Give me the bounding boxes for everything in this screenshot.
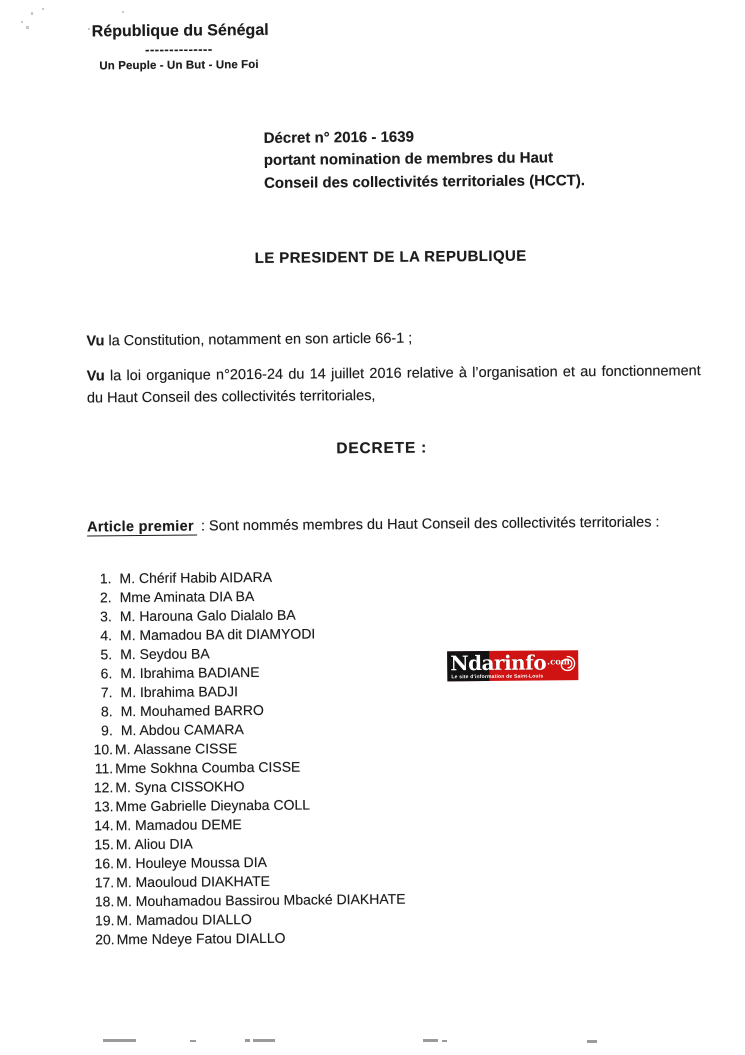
member-row — [94, 928, 406, 950]
article-body: Sont nommés membres du Haut Conseil des collectivités territoriales : — [208, 513, 660, 534]
decree-subject-line1: portant nomination de membres du Haut — [263, 149, 554, 170]
member-number: 1. — [99, 570, 112, 587]
scan-artifact — [103, 1039, 136, 1042]
member-name: M. Mamadou BA dit DIAMYODI — [119, 625, 316, 644]
scan-artifact — [245, 1039, 250, 1042]
member-number: 5. — [100, 646, 113, 663]
scan-artifact — [122, 11, 124, 13]
scan-artifact — [423, 1039, 438, 1042]
member-number: 9. — [101, 722, 113, 739]
ndarinfo-watermark — [447, 650, 578, 681]
member-number: 17. — [94, 874, 115, 891]
country-name: République du Sénégal — [91, 21, 269, 41]
member-name: M. Seydou BA — [120, 645, 210, 663]
brand-part2: info — [503, 650, 547, 675]
visa-keyword: Vu — [86, 332, 105, 349]
letterhead-divider: -------------- — [145, 41, 213, 57]
member-number: 19. — [94, 912, 115, 929]
member-number: 13. — [93, 798, 114, 815]
decree-number: Décret n° 2016 - 1639 — [263, 128, 415, 147]
member-number: 11. — [94, 760, 114, 777]
member-number: 20. — [95, 931, 115, 948]
visa-keyword: Vu — [86, 367, 105, 384]
scan-artifact — [42, 8, 44, 10]
member-name: M. Alassane CISSE — [114, 740, 238, 758]
scan-artifact — [587, 1040, 597, 1043]
member-name: Mme Gabrielle Dieynaba COLL — [115, 796, 311, 815]
member-name: M. Ibrahima BADIANE — [120, 663, 260, 682]
member-number: 15. — [94, 836, 114, 853]
member-number: 4. — [100, 627, 113, 644]
member-name: M. Ibrahima BADJI — [120, 683, 239, 701]
member-name: Mme Sokhna Coumba CISSE — [115, 758, 301, 777]
member-number: 2. — [99, 589, 112, 606]
member-name: Mme Ndeye Fatou DIALLO — [116, 929, 286, 948]
member-name: M. Mamadou DIALLO — [116, 911, 252, 929]
member-number: 12. — [93, 779, 114, 796]
ndarinfo-brand — [450, 649, 570, 676]
visa-text: la loi organique n°2016-24 du 14 juillet 2016 relative à l’organisation et au fonctionnement du Haut Conseil des collectivités territoriales, — [86, 362, 701, 406]
spiral-swoosh-icon — [556, 654, 577, 675]
ndarinfo-tagline: Le site d'information de Saint-Louis — [451, 673, 544, 681]
visa-text: la Constitution, notamment en son article 66-1 ; — [104, 330, 413, 349]
scan-artifact — [26, 26, 29, 29]
brand-part1: Ndar — [450, 650, 505, 676]
article-label: Article premier — [87, 518, 197, 536]
member-name: M. Aliou DIA — [115, 835, 193, 853]
member-name: M. Chérif Habib AIDARA — [119, 568, 273, 587]
decree-subject-line2: Conseil des collectivités territoriales (HCCT). — [263, 171, 586, 192]
brand-tld: .com — [547, 657, 570, 668]
scan-artifact — [21, 21, 23, 23]
national-motto: Un Peuple - Un But - Une Foi — [99, 58, 259, 73]
member-name: M. Maouloud DIAKHATE — [116, 872, 271, 891]
visa-constitution — [86, 326, 586, 352]
article-colon: : — [196, 517, 210, 535]
member-name: M. Houleye Moussa DIA — [115, 853, 268, 872]
member-number: 6. — [100, 665, 113, 682]
scan-artifact — [253, 1039, 275, 1042]
member-name: M. Mamadou DEME — [115, 816, 242, 834]
member-name: M. Mouhamadou Bassirou Mbacké DIAKHATE — [116, 890, 406, 910]
letterhead — [91, 21, 269, 73]
members-list — [90, 567, 405, 950]
visa-loi-organique — [87, 360, 701, 409]
member-name: M. Syna CISSOKHO — [115, 778, 245, 796]
member-name: M. Abdou CAMARA — [120, 721, 244, 739]
article-premier — [87, 512, 663, 539]
member-number: 16. — [94, 855, 115, 872]
member-row — [93, 890, 405, 912]
member-number: 7. — [100, 684, 113, 701]
scan-artifact — [442, 1040, 447, 1042]
member-number: 3. — [100, 608, 112, 625]
member-number: 18. — [94, 893, 115, 910]
enactment-heading: DECRETE : — [336, 439, 428, 458]
scan-artifact — [31, 12, 33, 15]
decree-title — [264, 125, 605, 195]
member-name: Mme Aminata DIA BA — [119, 588, 255, 606]
scan-artifact — [88, 28, 90, 30]
member-name: M. Mouhamed BARRO — [120, 701, 264, 720]
member-number: 14. — [94, 817, 114, 834]
member-number: 8. — [100, 703, 113, 720]
scan-artifact — [190, 1040, 196, 1042]
member-number: 10. — [93, 741, 114, 758]
member-name: M. Harouna Galo Dialalo BA — [119, 606, 296, 625]
authority-heading: LE PRESIDENT DE LA REPUBLIQUE — [254, 247, 527, 267]
